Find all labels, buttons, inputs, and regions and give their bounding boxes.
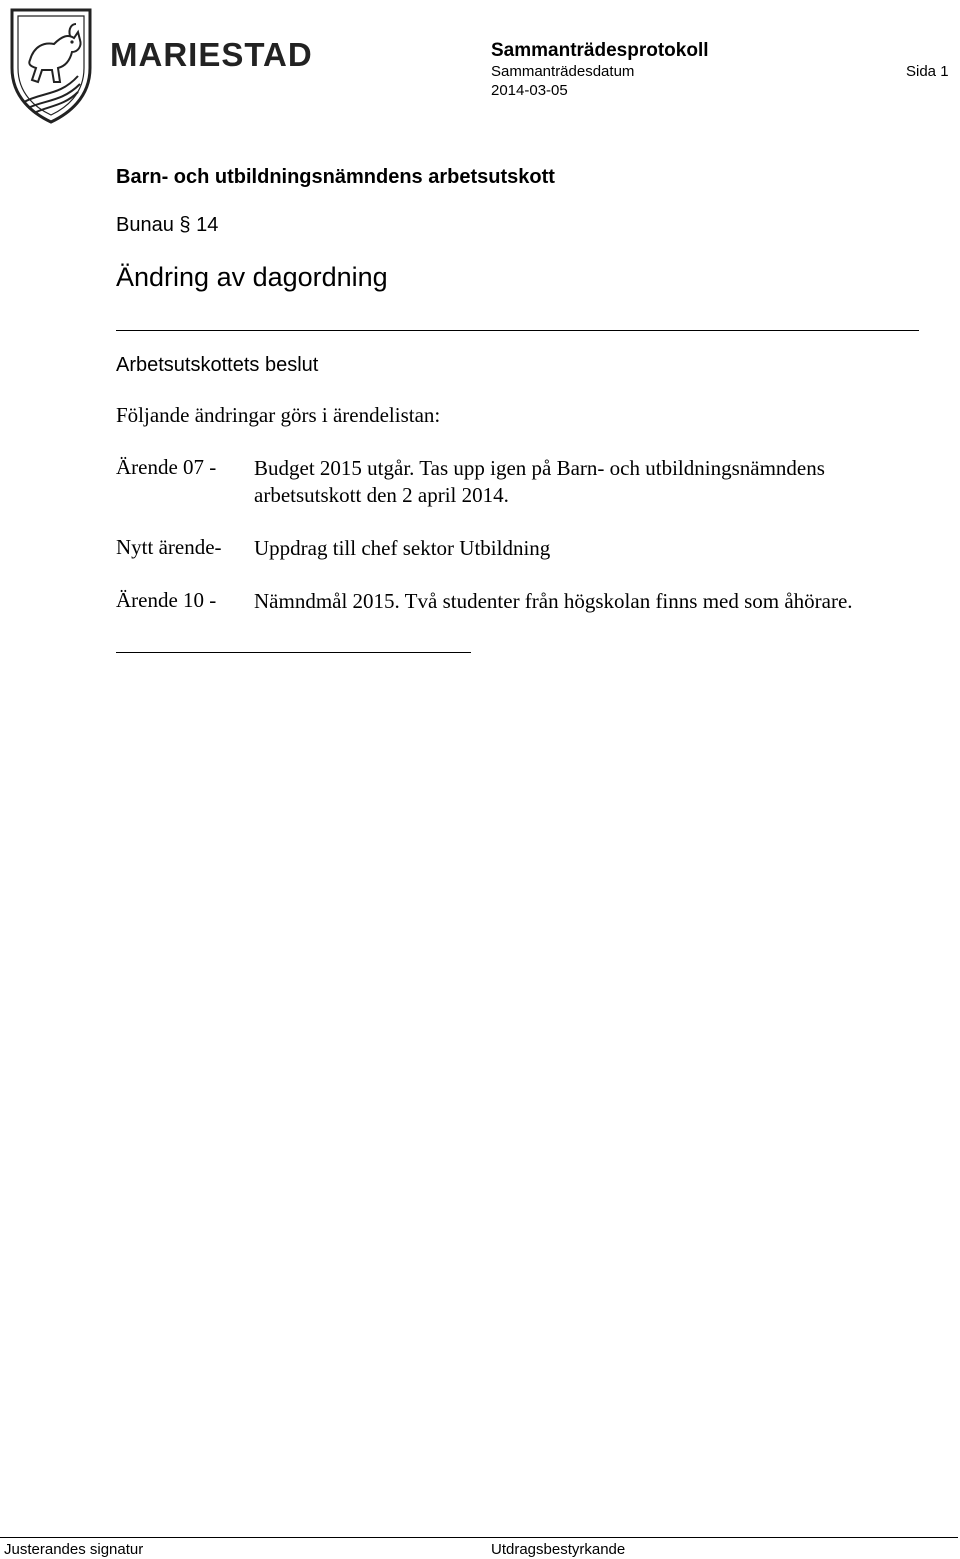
coat-of-arms-bull-icon bbox=[8, 6, 94, 126]
agenda-item-label: Nytt ärende- bbox=[116, 535, 222, 559]
logo-wordmark: MARIESTAD bbox=[110, 36, 313, 73]
signature-label: Justerandes signatur bbox=[4, 1541, 144, 1558]
meeting-date-value: 2014-03-05 bbox=[491, 82, 568, 99]
agenda-item-text: Budget 2015 utgår. Tas upp igen på Barn- och utbildningsnämndens arbetsutskott den 2 april 2014. bbox=[254, 456, 825, 507]
page-title: Ändring av dagordning bbox=[116, 262, 388, 292]
committee-name: Barn- och utbildningsnämndens arbetsutskott bbox=[116, 166, 555, 188]
agenda-item-label: Ärende 10 - bbox=[116, 588, 217, 612]
decision-heading: Arbetsutskottets beslut bbox=[116, 354, 319, 376]
agenda-item-label: Ärende 07 - bbox=[116, 455, 217, 479]
page-number: Sida 1 bbox=[906, 63, 949, 80]
intro-text: Följande ändringar görs i ärendelistan: bbox=[116, 403, 441, 427]
paragraph-reference: Bunau § 14 bbox=[116, 214, 219, 236]
document-type: Sammanträdesprotokoll bbox=[491, 40, 709, 61]
agenda-item-text: Nämndmål 2015. Två studenter från högskolan finns med som åhörare. bbox=[254, 589, 853, 613]
certification-label: Utdragsbestyrkande bbox=[491, 1541, 626, 1558]
agenda-item-text: Uppdrag till chef sektor Utbildning bbox=[254, 536, 551, 560]
meeting-date-label: Sammanträdesdatum bbox=[491, 63, 635, 80]
section-end-divider bbox=[116, 652, 471, 653]
title-divider bbox=[116, 330, 919, 331]
footer-divider bbox=[0, 1537, 958, 1538]
